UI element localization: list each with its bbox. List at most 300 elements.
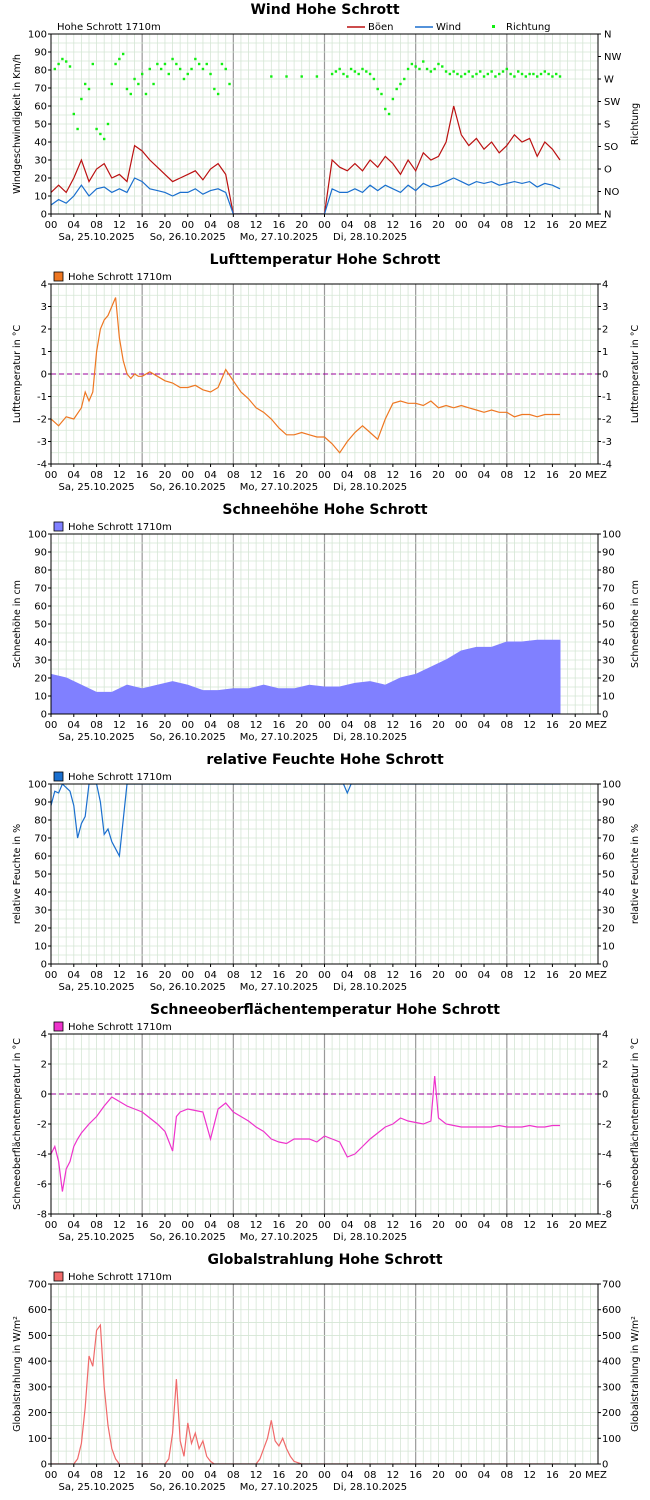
- x-tick-label: 00: [44, 470, 58, 481]
- x-tick-label: 04: [477, 470, 491, 481]
- day-label: Di, 28.10.2025: [333, 732, 408, 743]
- direction-point: [54, 68, 56, 70]
- x-tick-label: 16: [546, 970, 559, 981]
- direction-point: [376, 88, 378, 90]
- y-tick-label: -4: [37, 1149, 47, 1161]
- direction-point: [217, 93, 219, 95]
- x-tick-label: 20: [432, 1220, 445, 1231]
- y-tick-label-right: 4: [602, 279, 609, 291]
- x-tick-label: 20: [158, 1220, 172, 1231]
- direction-point: [551, 75, 553, 77]
- x-tick-label: 12: [386, 220, 400, 231]
- x-tick-label: 00: [44, 1220, 58, 1231]
- x-tick-label: 08: [90, 470, 103, 481]
- y-tick-label-right: 10: [602, 941, 615, 953]
- y-tick-label-right: 100: [602, 1433, 622, 1445]
- direction-point: [384, 108, 386, 110]
- y-tick-label-right: 500: [602, 1330, 622, 1342]
- direction-point: [373, 78, 375, 80]
- x-tick-label: 20: [432, 970, 445, 981]
- y-tick-label: -2: [37, 414, 47, 426]
- y-tick-label: 70: [34, 833, 47, 845]
- x-tick-label: 20: [432, 1470, 445, 1481]
- direction-point: [270, 75, 272, 77]
- direction-point: [114, 63, 116, 65]
- direction-point: [84, 83, 86, 85]
- y-tick-label: -8: [37, 1209, 47, 1221]
- y-tick-label: 80: [34, 65, 47, 77]
- y-tick-label-right: 400: [602, 1356, 622, 1368]
- direction-point: [346, 75, 348, 77]
- day-label: Sa, 25.10.2025: [58, 482, 135, 493]
- y-tick-label-right: 4: [602, 1029, 609, 1041]
- direction-point: [194, 58, 196, 60]
- direction-point: [544, 70, 546, 72]
- direction-point: [126, 88, 128, 90]
- direction-point: [426, 68, 428, 70]
- y-tick-label-right: 90: [602, 797, 615, 809]
- legend-label: Hohe Schrott 1710m: [68, 272, 172, 283]
- chart-title: Globalstrahlung Hohe Schrott: [207, 1252, 443, 1268]
- x-tick-label: 16: [272, 1220, 286, 1231]
- direction-point: [213, 88, 215, 90]
- y-tick-label-right: -4: [602, 1149, 612, 1161]
- x-tick-label: 04: [204, 470, 217, 481]
- x-tick-label: 08: [363, 220, 377, 231]
- x-tick-label: 04: [204, 970, 217, 981]
- x-tick-label: 12: [523, 470, 536, 481]
- direction-point: [141, 73, 143, 75]
- legend-label: Richtung: [506, 22, 551, 33]
- direction-point: [160, 68, 162, 70]
- chart-radiation: [12, 1252, 641, 1493]
- day-label: Di, 28.10.2025: [333, 982, 408, 993]
- x-tick-label: 20: [295, 720, 309, 731]
- y-tick-label: 1: [40, 347, 47, 358]
- day-label: Mo, 27.10.2025: [239, 1232, 319, 1243]
- y-tick-label-right: -6: [602, 1179, 612, 1191]
- direction-point: [149, 68, 151, 70]
- y-tick-label: 100: [27, 1433, 47, 1445]
- x-tick-label: 16: [135, 220, 149, 231]
- y-tick-label: 10: [34, 941, 47, 953]
- direction-point: [354, 70, 356, 72]
- x-tick-label: 00: [454, 220, 468, 231]
- timezone-label: MEZ: [585, 1470, 607, 1481]
- y-tick-label: 60: [34, 851, 47, 863]
- x-tick-label: 00: [318, 470, 331, 481]
- direction-point: [168, 73, 170, 75]
- y-tick-label: 200: [27, 1408, 47, 1420]
- x-tick-label: 04: [67, 220, 81, 231]
- direction-point: [221, 63, 223, 65]
- y-tick-label: 60: [34, 601, 47, 613]
- x-tick-label: 12: [523, 1470, 536, 1481]
- y-tick-label: 70: [34, 583, 47, 595]
- direction-point: [471, 75, 473, 77]
- y-tick-label: 300: [27, 1382, 47, 1394]
- x-tick-label: 20: [568, 1470, 582, 1481]
- y-tick-label: 30: [34, 155, 47, 167]
- y-tick-label-right: 70: [602, 833, 615, 845]
- x-tick-label: 16: [272, 1470, 286, 1481]
- x-tick-label: 04: [340, 720, 354, 731]
- x-tick-label: 08: [500, 220, 514, 231]
- direction-point: [369, 73, 371, 75]
- x-tick-label: 20: [158, 970, 172, 981]
- direction-point: [342, 73, 344, 75]
- x-tick-label: 00: [181, 970, 195, 981]
- direction-point: [206, 63, 208, 65]
- direction-point: [69, 65, 71, 67]
- direction-point: [190, 68, 192, 70]
- x-tick-label: 16: [135, 1220, 149, 1231]
- x-tick-label: 20: [158, 470, 172, 481]
- y-tick-label-right: 0: [602, 369, 609, 381]
- x-tick-label: 12: [523, 1220, 536, 1231]
- direction-point: [164, 63, 166, 65]
- y-tick-label: 20: [34, 173, 47, 185]
- direction-point: [475, 73, 477, 75]
- x-tick-label: 12: [523, 970, 536, 981]
- direction-point: [528, 73, 530, 75]
- y-tick-label: 20: [34, 673, 47, 685]
- direction-point: [506, 68, 508, 70]
- direction-point: [479, 70, 481, 72]
- x-tick-label: 12: [113, 470, 126, 481]
- station-label: Hohe Schrott 1710m: [57, 22, 161, 33]
- y-tick-label: 500: [27, 1330, 47, 1342]
- y-tick-label: 100: [27, 529, 47, 541]
- y-axis-label-right: Globalstrahlung in W/m²: [630, 1316, 641, 1432]
- day-label: Sa, 25.10.2025: [58, 982, 135, 993]
- x-tick-label: 16: [272, 220, 286, 231]
- x-tick-label: 16: [409, 720, 423, 731]
- direction-point: [521, 73, 523, 75]
- x-tick-label: 00: [318, 720, 331, 731]
- legend-label: Böen: [368, 22, 394, 33]
- x-tick-label: 16: [272, 970, 286, 981]
- y-tick-label: 40: [34, 637, 47, 649]
- x-tick-label: 04: [477, 720, 491, 731]
- x-tick-label: 20: [295, 970, 309, 981]
- x-tick-label: 16: [546, 220, 559, 231]
- y-axis-label-right: Schneeoberflächentemperatur in °C: [630, 1038, 641, 1210]
- x-tick-label: 04: [67, 1220, 81, 1231]
- day-label: So, 26.10.2025: [149, 232, 226, 243]
- y-tick-label-right: 0: [602, 709, 609, 721]
- chart-title: Lufttemperatur Hohe Schrott: [209, 252, 441, 268]
- direction-point: [152, 83, 154, 85]
- y-tick-label-right: 70: [602, 583, 615, 595]
- x-tick-label: 20: [568, 970, 582, 981]
- x-tick-label: 20: [295, 220, 309, 231]
- y-axis-label: Schneehöhe in cm: [12, 580, 23, 668]
- y-tick-label-right: 60: [602, 601, 615, 613]
- x-tick-label: 04: [340, 1220, 354, 1231]
- timezone-label: MEZ: [585, 720, 607, 731]
- y-axis-label-right: Lufttemperatur in °C: [630, 324, 641, 424]
- direction-point: [483, 75, 485, 77]
- day-label: So, 26.10.2025: [149, 482, 226, 493]
- direction-point: [228, 83, 230, 85]
- y-tick-label: 40: [34, 137, 47, 149]
- y-tick-label-right: 30: [602, 905, 615, 917]
- direction-point: [460, 75, 462, 77]
- x-tick-label: 00: [44, 1470, 58, 1481]
- direction-point: [103, 138, 105, 140]
- y-tick-label-right: 300: [602, 1382, 622, 1394]
- y-tick-label: 3: [40, 302, 47, 313]
- x-tick-label: 00: [454, 1220, 468, 1231]
- direction-point: [452, 70, 454, 72]
- direction-point: [513, 75, 515, 77]
- direction-tick-label: NW: [604, 52, 622, 63]
- direction-point: [422, 60, 424, 62]
- y-tick-label: 100: [27, 29, 47, 41]
- direction-point: [73, 113, 75, 115]
- direction-point: [95, 128, 97, 130]
- x-tick-label: 00: [44, 720, 58, 731]
- y-tick-label-right: 30: [602, 655, 615, 667]
- direction-point: [441, 65, 443, 67]
- direction-point: [198, 63, 200, 65]
- y-axis-label-right: Richtung: [630, 102, 641, 146]
- direction-point: [92, 63, 94, 65]
- y-tick-label-right: 80: [602, 815, 615, 827]
- y-tick-label: 100: [27, 779, 47, 791]
- legend-label: Wind: [436, 22, 462, 33]
- x-tick-label: 12: [249, 1220, 263, 1231]
- y-tick-label: 60: [34, 101, 47, 113]
- legend-label: Hohe Schrott 1710m: [68, 1022, 172, 1033]
- x-tick-label: 00: [454, 470, 468, 481]
- y-tick-label-right: 80: [602, 565, 615, 577]
- x-tick-label: 20: [432, 470, 445, 481]
- x-tick-label: 08: [500, 970, 514, 981]
- x-tick-label: 16: [135, 970, 149, 981]
- direction-point: [301, 75, 303, 77]
- direction-point: [225, 68, 227, 70]
- x-tick-label: 12: [249, 970, 263, 981]
- y-tick-label: 50: [34, 869, 47, 881]
- day-label: Di, 28.10.2025: [333, 1232, 408, 1243]
- direction-point: [468, 70, 470, 72]
- y-tick-label: 2: [40, 1059, 47, 1071]
- y-tick-label-right: -2: [602, 1119, 612, 1131]
- x-tick-label: 08: [226, 1220, 240, 1231]
- x-tick-label: 12: [249, 1470, 263, 1481]
- x-tick-label: 08: [90, 970, 103, 981]
- x-tick-label: 20: [158, 220, 172, 231]
- direction-point: [171, 58, 173, 60]
- y-tick-label: 50: [34, 119, 47, 131]
- direction-point: [536, 75, 538, 77]
- x-tick-label: 12: [113, 970, 126, 981]
- direction-point: [502, 70, 504, 72]
- chart-title: Schneehöhe Hohe Schrott: [222, 502, 428, 518]
- direction-point: [118, 58, 120, 60]
- direction-point: [392, 98, 394, 100]
- y-tick-label: 400: [27, 1356, 47, 1368]
- y-axis-label: Lufttemperatur in °C: [12, 324, 23, 424]
- chart-surface_temp: [12, 1002, 641, 1243]
- y-tick-label: -4: [37, 459, 47, 471]
- x-tick-label: 16: [409, 1470, 423, 1481]
- direction-point: [403, 78, 405, 80]
- y-tick-label-right: 20: [602, 673, 615, 685]
- x-tick-label: 20: [568, 720, 582, 731]
- direction-point: [525, 75, 527, 77]
- day-label: Mo, 27.10.2025: [239, 482, 319, 493]
- direction-point: [456, 73, 458, 75]
- y-tick-label: -3: [37, 437, 47, 448]
- direction-point: [388, 113, 390, 115]
- x-tick-label: 08: [363, 720, 377, 731]
- y-tick-label: 0: [40, 709, 47, 721]
- x-tick-label: 08: [226, 470, 240, 481]
- x-tick-label: 00: [454, 970, 468, 981]
- day-label: Di, 28.10.2025: [333, 482, 408, 493]
- x-tick-label: 04: [67, 470, 81, 481]
- y-tick-label: -2: [37, 1119, 47, 1131]
- y-tick-label: 50: [34, 619, 47, 631]
- direction-point: [88, 88, 90, 90]
- y-axis-label: relative Feuchte in %: [12, 823, 23, 925]
- y-tick-label: 600: [27, 1305, 47, 1317]
- y-axis-label-right: relative Feuchte in %: [630, 823, 641, 925]
- x-tick-label: 16: [135, 1470, 149, 1481]
- x-tick-label: 12: [386, 720, 400, 731]
- y-tick-label-right: 20: [602, 923, 615, 935]
- y-tick-label: 4: [40, 1029, 47, 1041]
- x-tick-label: 00: [454, 720, 468, 731]
- y-tick-label: 70: [34, 83, 47, 95]
- y-tick-label-right: 50: [602, 869, 615, 881]
- x-tick-label: 12: [386, 970, 400, 981]
- x-tick-label: 12: [113, 720, 126, 731]
- direction-point: [418, 68, 420, 70]
- x-tick-label: 20: [158, 720, 172, 731]
- x-tick-label: 08: [226, 1470, 240, 1481]
- x-tick-label: 04: [204, 220, 217, 231]
- direction-point: [555, 73, 557, 75]
- x-tick-label: 04: [340, 220, 354, 231]
- x-tick-label: 20: [432, 720, 445, 731]
- direction-point: [490, 70, 492, 72]
- x-tick-label: 08: [226, 970, 240, 981]
- direction-point: [111, 83, 113, 85]
- direction-point: [80, 98, 82, 100]
- x-tick-label: 16: [409, 220, 423, 231]
- direction-point: [449, 73, 451, 75]
- y-tick-label-right: -4: [602, 459, 612, 471]
- y-tick-label-right: 40: [602, 637, 615, 649]
- y-tick-label-right: 2: [602, 324, 609, 336]
- day-label: Sa, 25.10.2025: [58, 1232, 135, 1243]
- day-label: Di, 28.10.2025: [333, 1482, 408, 1493]
- x-tick-label: 00: [181, 470, 195, 481]
- x-tick-label: 20: [295, 1470, 309, 1481]
- y-tick-label: 0: [40, 959, 47, 971]
- x-tick-label: 12: [386, 1220, 400, 1231]
- x-tick-label: 08: [226, 720, 240, 731]
- y-tick-label-right: 600: [602, 1305, 622, 1317]
- x-tick-label: 08: [363, 470, 377, 481]
- x-tick-label: 00: [318, 220, 331, 231]
- y-tick-label-right: 10: [602, 691, 615, 703]
- x-tick-label: 12: [523, 720, 536, 731]
- y-tick-label-right: -3: [602, 437, 612, 448]
- direction-point: [559, 75, 561, 77]
- direction-point: [99, 133, 101, 135]
- day-label: Sa, 25.10.2025: [58, 232, 135, 243]
- direction-point: [407, 68, 409, 70]
- y-tick-label: 90: [34, 47, 47, 59]
- x-tick-label: 00: [454, 1470, 468, 1481]
- chart-title: Schneeoberflächentemperatur Hohe Schrott: [150, 1002, 500, 1018]
- x-tick-label: 16: [409, 470, 423, 481]
- y-tick-label-right: -1: [602, 392, 612, 403]
- y-tick-label-right: -2: [602, 414, 612, 426]
- chart-humidity: [12, 752, 641, 993]
- y-tick-label-right: 60: [602, 851, 615, 863]
- x-tick-label: 20: [432, 220, 445, 231]
- direction-point: [122, 53, 124, 55]
- y-tick-label: 4: [40, 279, 47, 291]
- day-label: Sa, 25.10.2025: [58, 1482, 135, 1493]
- direction-point: [335, 70, 337, 72]
- x-tick-label: 00: [44, 220, 58, 231]
- day-label: So, 26.10.2025: [149, 1232, 226, 1243]
- x-tick-label: 08: [363, 1470, 377, 1481]
- direction-point: [202, 68, 204, 70]
- direction-tick-label: NO: [604, 187, 620, 198]
- direction-point: [509, 73, 511, 75]
- x-tick-label: 08: [226, 220, 240, 231]
- direction-point: [179, 68, 181, 70]
- x-tick-label: 08: [363, 1220, 377, 1231]
- y-tick-label: -6: [37, 1179, 47, 1191]
- legend-swatch: [54, 1022, 63, 1031]
- x-tick-label: 08: [500, 1470, 514, 1481]
- y-tick-label: 10: [34, 691, 47, 703]
- x-tick-label: 08: [90, 1470, 103, 1481]
- y-tick-label: 90: [34, 797, 47, 809]
- direction-point: [414, 65, 416, 67]
- direction-point: [331, 73, 333, 75]
- x-tick-label: 16: [272, 470, 286, 481]
- direction-point: [57, 63, 59, 65]
- direction-point: [498, 73, 500, 75]
- direction-point: [187, 73, 189, 75]
- y-tick-label-right: 3: [602, 302, 609, 313]
- x-tick-label: 12: [113, 220, 126, 231]
- x-tick-label: 04: [340, 970, 354, 981]
- y-axis-label: Globalstrahlung in W/m²: [12, 1316, 23, 1432]
- y-tick-label: 10: [34, 191, 47, 203]
- y-tick-label: 40: [34, 887, 47, 899]
- x-tick-label: 12: [249, 470, 263, 481]
- x-tick-label: 16: [546, 470, 559, 481]
- x-tick-label: 00: [181, 220, 195, 231]
- x-tick-label: 04: [67, 970, 81, 981]
- x-tick-label: 12: [249, 220, 263, 231]
- x-tick-label: 08: [500, 470, 514, 481]
- x-tick-label: 16: [409, 1220, 423, 1231]
- legend-swatch: [54, 272, 63, 281]
- direction-point: [209, 73, 211, 75]
